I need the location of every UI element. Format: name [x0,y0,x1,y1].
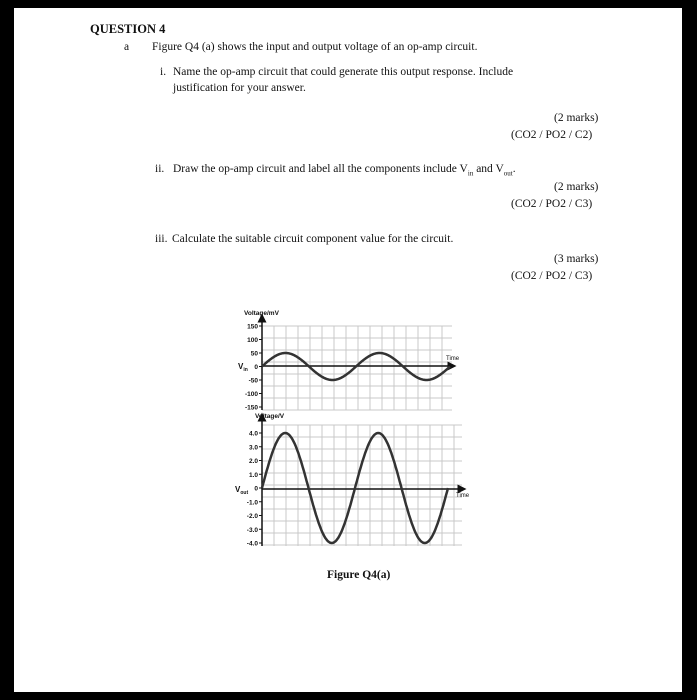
part-text: Figure Q4 (a) shows the input and output voltage of an op-amp circuit. [152,41,478,53]
item-ii-co: (CO2 / PO2 / C3) [511,198,593,210]
question-title: QUESTION 4 [90,22,166,36]
item-i-marks: (2 marks) [554,112,599,124]
item-ii-text: Draw the op-amp circuit and label all the components include $V_{in}$ and $V_{out}$. [173,163,516,178]
item-i-line2: justification for your answer. [173,82,306,94]
y-tick-label: 2.0 [248,458,258,465]
part-letter: a [124,41,130,53]
y-tick-label: -4.0 [246,540,258,548]
y-tick-label: 0 [254,485,258,493]
y-tick-label: 3.0 [248,444,258,452]
figure-caption: Figure Q4(a) [327,569,391,581]
vout-label: $V_{out}$ [235,485,249,496]
vin-label: $V_{in}$ [238,362,248,373]
y-tick-label: 50 [250,350,258,358]
item-iii-number: iii. [155,233,168,245]
item-iii-text: Calculate the suitable circuit component value for the circuit. [172,233,454,245]
y-tick-label: -100 [244,391,258,398]
y-tick-label: 4.0 [248,430,258,438]
y-tick-label: -150 [244,404,258,412]
top-time-label: Time [446,356,460,362]
y-tick-label: -1.0 [246,499,258,507]
item-ii-marks: (2 marks) [554,181,599,193]
y-tick-label: 0 [254,364,258,371]
bottom-y-ticks [247,431,262,548]
output-voltage-plot [235,413,470,548]
bottom-time-label: Time [456,493,470,499]
bottom-y-axis-label: Voltage/V [255,413,285,420]
top-y-axis-label: Voltage/mV [244,310,279,317]
y-tick-label: -50 [248,377,258,385]
input-voltage-plot [238,310,460,412]
item-i-number: i. [160,66,167,78]
item-i-co: (CO2 / PO2 / C2) [511,129,593,141]
y-tick-label: 150 [247,323,258,331]
grid-bot [262,425,462,546]
item-ii-number: ii. [155,163,165,175]
grid-top [262,326,452,410]
item-i-line1: Name the op-amp circuit that could generate this output response. Include [173,66,514,78]
y-tick-label: 1.0 [248,471,258,479]
item-iii-marks: (3 marks) [554,253,599,265]
item-iii-co: (CO2 / PO2 / C3) [511,270,593,282]
y-tick-label: -3.0 [246,526,258,534]
y-tick-label: 100 [247,337,258,344]
y-tick-label: -2.0 [246,513,258,520]
